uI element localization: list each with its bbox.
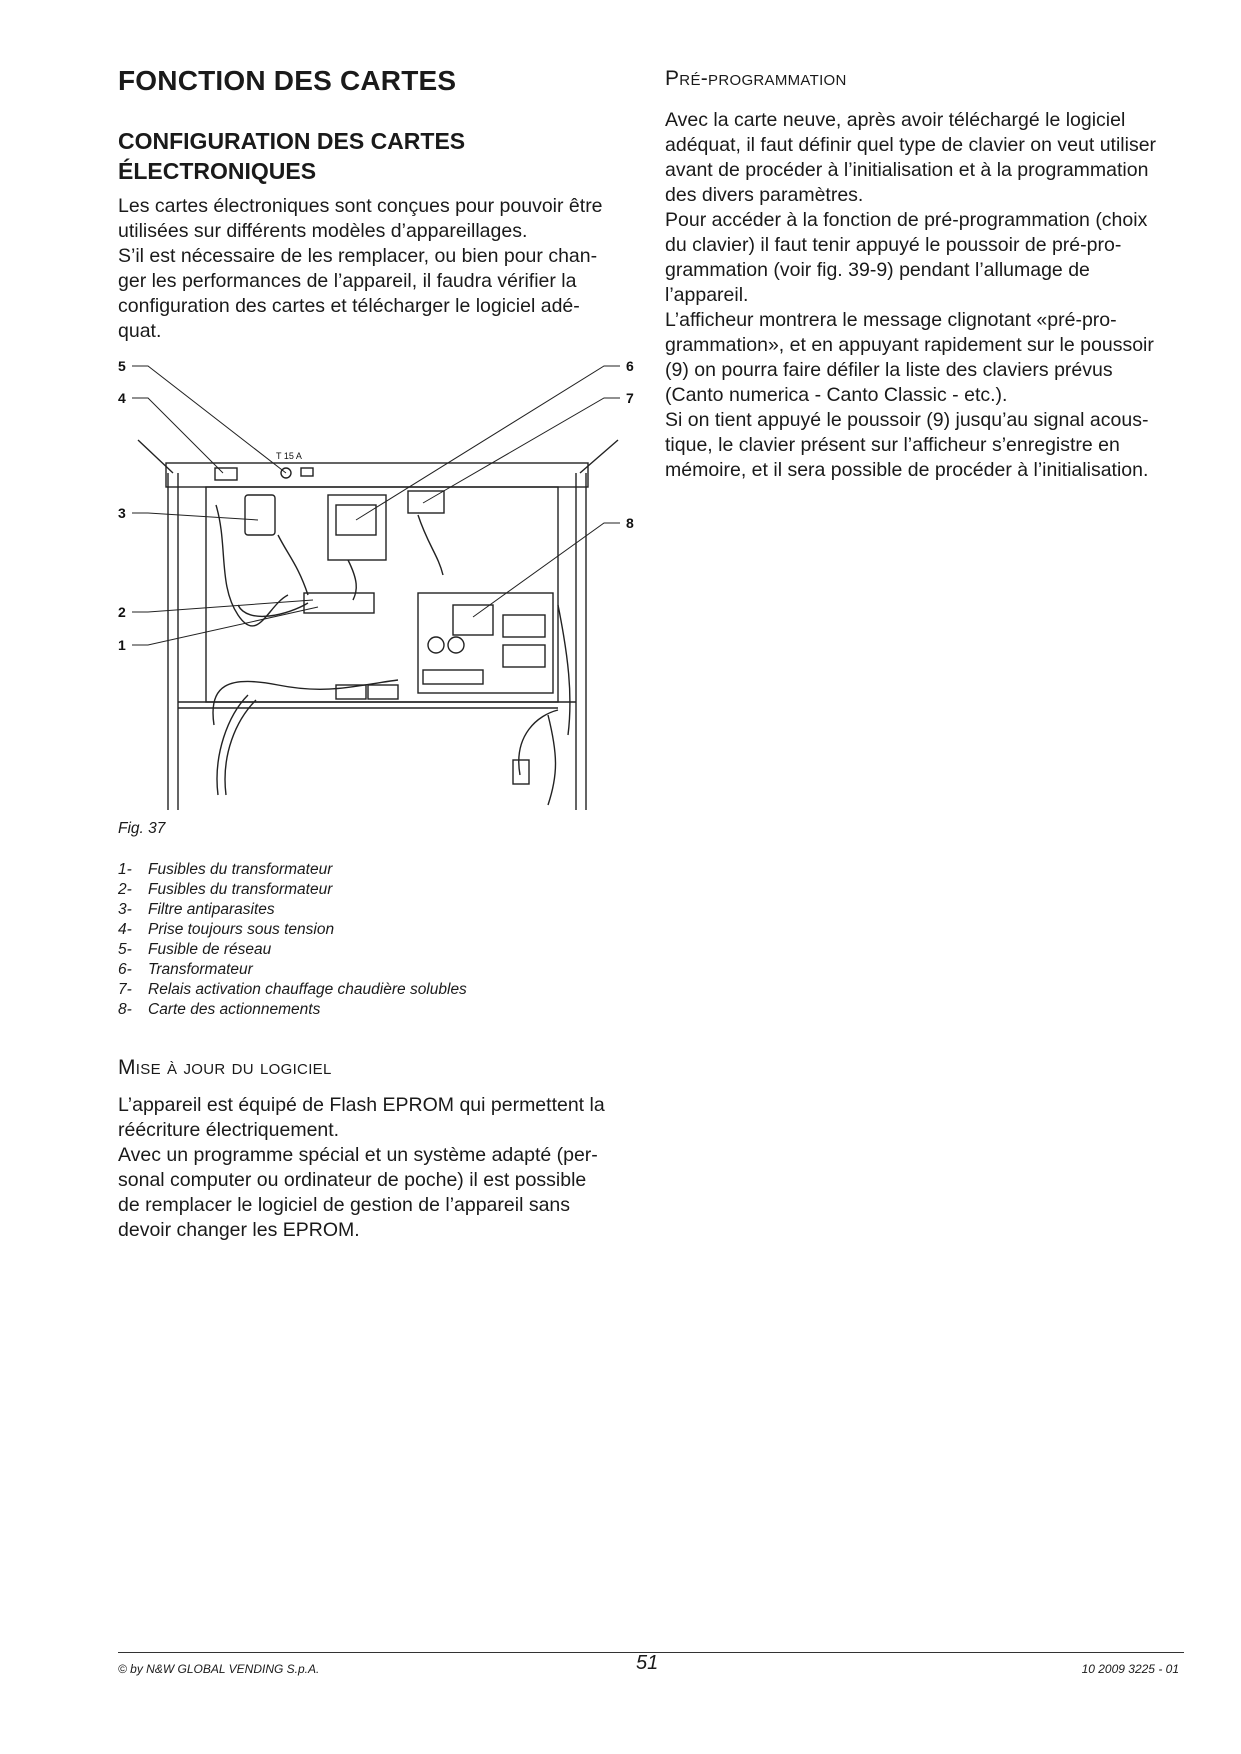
text-line: Pour accéder à la fonction de pré-programmation (choix [665, 209, 1148, 231]
page-number: 51 [636, 1652, 659, 1674]
text-line: L’afficheur montrera le message clignotant «pré-pro- [665, 309, 1117, 331]
legend-num: 6- [118, 961, 132, 978]
text-line: mémoire, et il sera possible de procéder à l’initialisation. [665, 459, 1149, 481]
legend-item [118, 880, 467, 900]
callout-4: 4 [118, 390, 126, 406]
text-line: L’appareil est équipé de Flash EPROM qui permettent la [118, 1094, 605, 1116]
right-column [665, 60, 1185, 483]
text-line: (Canto numerica - Canto Classic - etc.). [665, 384, 1008, 406]
legend-num: 7- [118, 981, 132, 998]
legend-num: 3- [118, 901, 132, 918]
text-line: configuration des cartes et télécharger le logiciel adé- [118, 295, 580, 317]
legend-item [118, 900, 467, 920]
pre-programmation-paragraph [665, 108, 1185, 483]
text-line: S’il est nécessaire de les remplacer, ou bien pour chan- [118, 245, 598, 267]
section-heading-mise-a-jour: Mise à jour du logiciel [118, 1056, 332, 1079]
legend-text: Relais activation chauffage chaudière solubles [148, 981, 467, 998]
text-line: (9) on pourra faire défiler la liste des claviers prévus [665, 359, 1113, 381]
text-line: réécriture électriquement. [118, 1119, 340, 1141]
section-mise-a-jour [118, 1055, 638, 1243]
legend-item [118, 960, 467, 980]
section-heading-pre-programmation: Pré-programmation [665, 67, 847, 90]
legend-text: Fusible de réseau [148, 941, 272, 958]
text-line: ger les performances de l’appareil, il faudra vérifier la [118, 270, 577, 292]
text-line: avant de procéder à l’initialisation et à la programmation [665, 159, 1149, 181]
legend-item [118, 980, 467, 1000]
figure-caption: Fig. 37 [118, 820, 166, 837]
legend-text: Fusibles du transformateur [148, 881, 333, 898]
callout-5: 5 [118, 358, 126, 374]
footer-copyright: © by N&W GLOBAL VENDING S.p.A. [118, 1662, 320, 1676]
text-line: Avec la carte neuve, après avoir téléchargé le logiciel [665, 109, 1126, 131]
callout-6: 6 [626, 358, 634, 374]
callout-8: 8 [626, 515, 634, 531]
left-column [118, 60, 638, 344]
legend-num: 2- [118, 881, 132, 898]
text-line: des divers paramètres. [665, 184, 864, 206]
section-heading-configuration: CONFIGURATION DES CARTES ÉLECTRONIQUES [118, 128, 466, 184]
text-line: sonal computer ou ordinateur de poche) il est possible [118, 1169, 587, 1191]
legend-item [118, 940, 467, 960]
text-line: grammation», et en appuyant rapidement sur le poussoir [665, 334, 1154, 356]
legend-item [118, 860, 467, 880]
legend-text: Transformateur [148, 961, 253, 978]
text-line: Avec un programme spécial et un système adapté (per- [118, 1144, 598, 1166]
legend-num: 1- [118, 861, 132, 878]
callout-7: 7 [626, 390, 634, 406]
callout-1: 1 [118, 637, 126, 653]
legend-text: Fusibles du transformateur [148, 861, 333, 878]
legend-num: 5- [118, 941, 132, 958]
text-line: Les cartes électroniques sont conçues pour pouvoir être [118, 195, 603, 217]
legend-text: Filtre antiparasites [148, 901, 275, 918]
callout-3: 3 [118, 505, 126, 521]
text-line: du clavier) il faut tenir appuyé le poussoir de pré-pro- [665, 234, 1122, 256]
text-line: Si on tient appuyé le poussoir (9) jusqu’au signal acous- [665, 409, 1149, 431]
text-line: l’appareil. [665, 284, 749, 306]
fuse-label: T 15 A [276, 451, 302, 461]
figure-legend [118, 860, 467, 1020]
intro-paragraph [118, 194, 638, 344]
legend-text: Carte des actionnements [148, 1001, 321, 1018]
footer-doc-ref: 10 2009 3225 - 01 [1081, 1662, 1179, 1676]
text-line: quat. [118, 320, 162, 342]
text-line: tique, le clavier présent sur l’afficheur s’enregistre en [665, 434, 1120, 456]
legend-num: 8- [118, 1001, 132, 1018]
text-line: grammation (voir fig. 39-9) pendant l’allumage de [665, 259, 1090, 281]
text-line: adéquat, il faut définir quel type de clavier on veut utiliser [665, 134, 1157, 156]
cabinet-drawing [118, 355, 638, 815]
legend-item [118, 920, 467, 940]
callout-2: 2 [118, 604, 126, 620]
page-title: FONCTION DES CARTES [118, 65, 457, 96]
figure-37-wiring-diagram [118, 355, 638, 815]
text-line: utilisées sur différents modèles d’appareillages. [118, 220, 528, 242]
legend-item [118, 1000, 467, 1020]
legend-text: Prise toujours sous tension [148, 921, 335, 938]
text-line: devoir changer les EPROM. [118, 1219, 360, 1241]
text-line: de remplacer le logiciel de gestion de l’appareil sans [118, 1194, 571, 1216]
legend-num: 4- [118, 921, 132, 938]
